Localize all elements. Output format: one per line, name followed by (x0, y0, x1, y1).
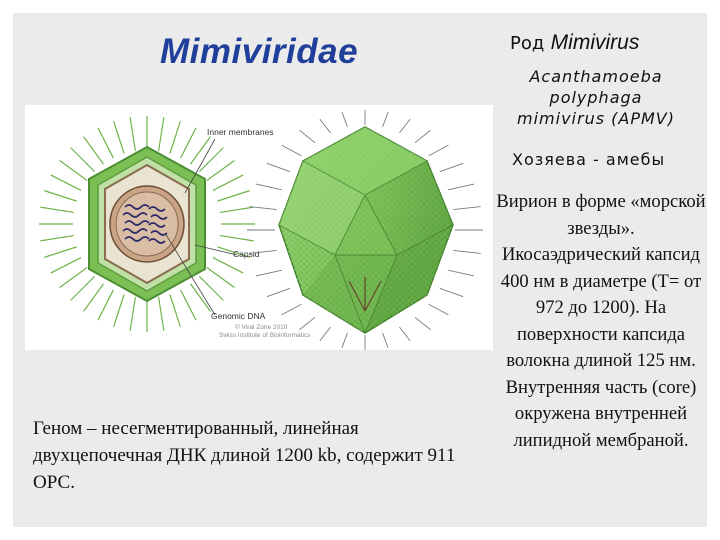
fiber (170, 121, 181, 153)
label-genomic-dna: Genomic DNA (211, 311, 266, 321)
fiber (217, 191, 249, 202)
genus-name: Mimivirus (550, 31, 640, 54)
fiber (84, 137, 104, 165)
fiber (98, 290, 113, 320)
fiber-3d (453, 207, 480, 210)
fiber (190, 137, 210, 165)
fiber (98, 128, 113, 158)
fiber-3d (282, 304, 302, 315)
virus-illustration (25, 105, 493, 350)
fiber (207, 161, 235, 181)
fiber (71, 276, 95, 300)
fiber-3d (440, 163, 463, 171)
fiber (60, 267, 88, 287)
fiber-3d (299, 317, 315, 329)
fiber (130, 297, 135, 331)
virion-description: Вирион в форме «морской звезды». Икосаэдрический капсид 400 нм в диаметре (T= от 972 до 1200). На поверхности капсида волокна длиной 125 нм. Внутренняя часть (core) окружена внутренней липидной мембраной. (496, 191, 706, 451)
fiber-3d (415, 317, 431, 329)
fiber-3d (448, 184, 474, 190)
fiber (213, 258, 243, 273)
fiber (44, 191, 76, 202)
fiber-3d (399, 327, 410, 341)
fiber (51, 175, 81, 190)
credit-line-1: © Viral Zone 2010 (235, 324, 288, 331)
species-name: Acanthamoeba polyphaga mimivirus (APMV) (517, 67, 675, 128)
fiber-3d (256, 270, 282, 276)
slide-title: Mimiviridae (160, 32, 359, 71)
fiber (40, 236, 74, 241)
fiber (181, 290, 196, 320)
core-inner (116, 192, 178, 256)
fiber (51, 258, 81, 273)
fiber (159, 117, 164, 151)
fiber (60, 161, 88, 181)
fiber-3d (320, 119, 331, 133)
fiber-3d (256, 184, 282, 190)
genus-line (510, 30, 639, 55)
fiber (114, 121, 125, 153)
fiber-3d (383, 112, 388, 127)
label-capsid: Capsid (233, 249, 260, 259)
icosahedron-3d-model (247, 110, 483, 350)
genome-description: Геном – несегментированный, линейная двухцепочечная ДНК длиной 1200 kb, содержит 911 ОРС. (33, 418, 456, 493)
virus-illustration-svg (25, 105, 493, 350)
fiber (71, 148, 95, 172)
fiber (159, 297, 164, 331)
fiber (114, 294, 125, 326)
hosts-text: Хозяева - амебы (512, 150, 666, 169)
fiber (130, 117, 135, 151)
fiber-3d (448, 270, 474, 276)
fiber-3d (267, 163, 290, 171)
fiber-3d (249, 207, 276, 210)
fiber (207, 267, 235, 287)
fiber-3d (282, 145, 302, 156)
fiber (190, 284, 210, 312)
fiber (213, 175, 243, 190)
fiber (40, 207, 74, 212)
fiber-3d (415, 130, 431, 142)
fiber-3d (383, 333, 388, 348)
fiber (170, 294, 181, 326)
fiber (220, 207, 254, 212)
fiber-3d (299, 130, 315, 142)
credit-line-2: Swiss Institute of Bioinformatics (219, 332, 311, 339)
genus-label: Род (510, 33, 545, 54)
fiber-3d (429, 145, 449, 156)
fiber (84, 284, 104, 312)
fiber-3d (320, 327, 331, 341)
fiber-3d (453, 250, 480, 253)
fiber-3d (342, 112, 347, 127)
fiber-3d (342, 333, 347, 348)
fiber (220, 236, 254, 241)
label-inner-membranes: Inner membranes (207, 127, 274, 137)
fiber (44, 247, 76, 258)
fiber-3d (267, 288, 290, 296)
fiber (181, 128, 196, 158)
fiber-3d (399, 119, 410, 133)
fiber-3d (429, 304, 449, 315)
fiber-3d (440, 288, 463, 296)
fiber (199, 276, 223, 300)
fiber (199, 148, 223, 172)
cross-section-diagram (39, 116, 311, 339)
